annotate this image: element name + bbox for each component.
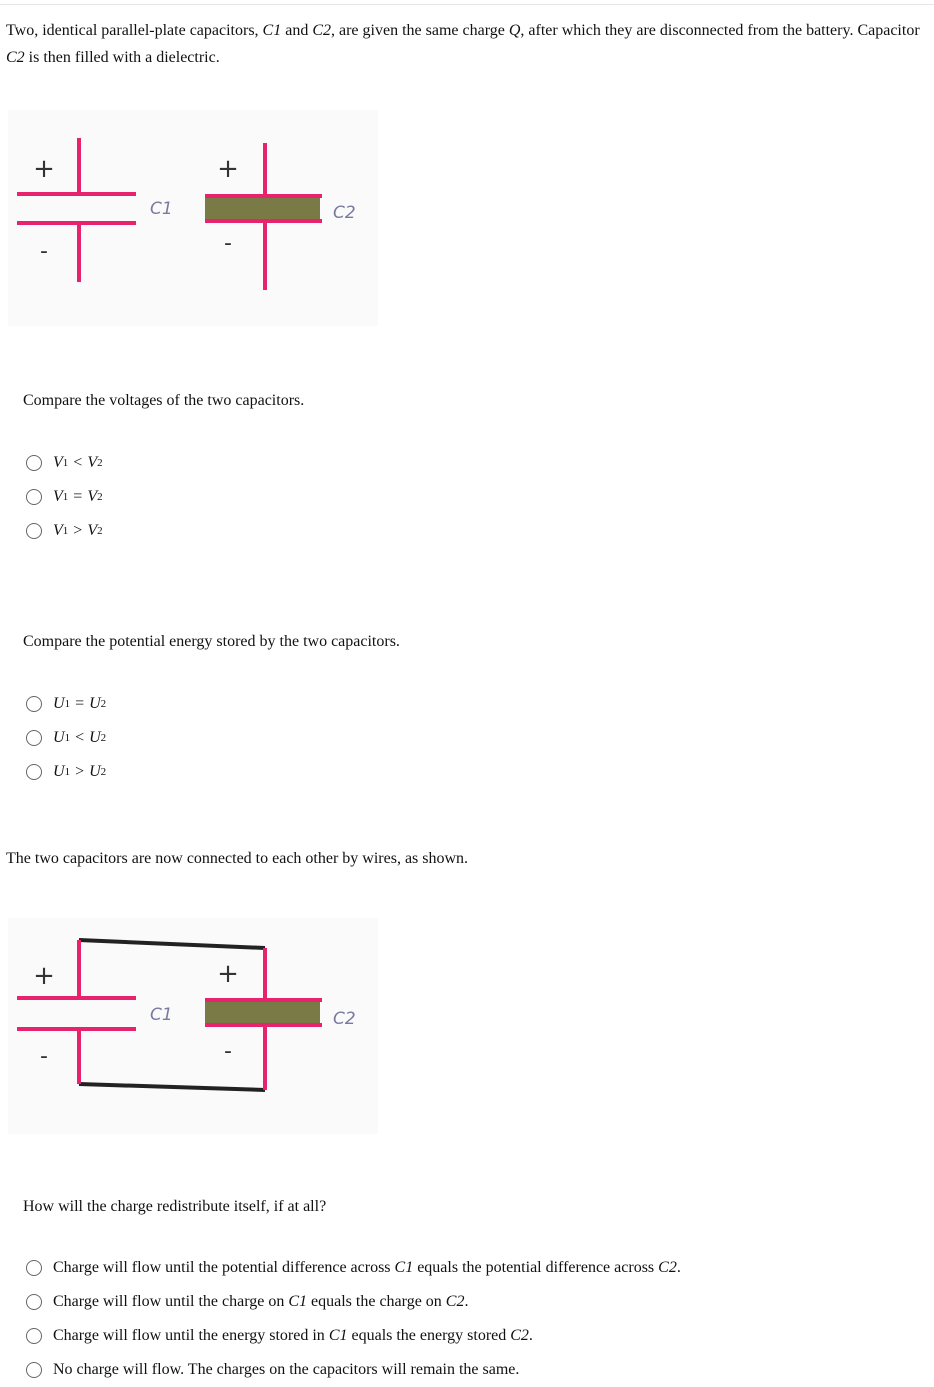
option-rhs-subscript: 2 — [100, 698, 107, 710]
figure-background — [8, 110, 378, 326]
option-lhs: V — [53, 488, 63, 505]
option-c1: C1 — [288, 1293, 308, 1310]
answer-option[interactable] — [26, 687, 106, 721]
option-operator: = — [75, 695, 85, 712]
answer-option[interactable] — [26, 480, 103, 514]
figure-background — [8, 918, 378, 1134]
answer-option[interactable] — [26, 1353, 681, 1387]
top-divider — [0, 4, 934, 5]
c1-plus-sign: + — [33, 961, 55, 991]
option-text: . — [464, 1293, 469, 1310]
option-text: . — [528, 1327, 533, 1344]
option-c2: C2 — [510, 1327, 529, 1344]
question-voltage-options — [26, 446, 103, 548]
radio-button[interactable] — [26, 696, 42, 712]
question-energy-options — [26, 687, 106, 789]
answer-option[interactable] — [26, 446, 103, 480]
option-c1: C1 — [328, 1327, 348, 1344]
option-lhs-subscript: 1 — [64, 698, 71, 710]
option-rhs-subscript: 2 — [100, 732, 107, 744]
option-text: equals the charge on — [307, 1293, 446, 1310]
question-voltage-prompt: Compare the voltages of the two capacitors. — [23, 392, 305, 409]
option-lhs: U — [53, 695, 65, 712]
option-c1: C1 — [394, 1259, 414, 1276]
option-text: No charge will flow. The charges on the capacitors will remain the same. — [53, 1361, 520, 1378]
option-c2: C2 — [658, 1259, 677, 1276]
option-rhs-subscript: 2 — [97, 525, 103, 537]
radio-button[interactable] — [26, 1328, 42, 1344]
radio-button[interactable] — [26, 455, 42, 471]
option-lhs: U — [53, 763, 65, 780]
option-rhs-subscript: 2 — [100, 766, 107, 778]
radio-button[interactable] — [26, 489, 42, 505]
option-c2: C2 — [445, 1293, 465, 1310]
answer-option[interactable] — [26, 755, 106, 789]
intro-text: Two, identical parallel-plate capacitors, — [6, 22, 263, 39]
option-lhs: U — [53, 729, 65, 746]
capacitor-figure-1 — [8, 110, 378, 326]
option-lhs-subscript: 1 — [62, 457, 69, 469]
c1-label: C1 — [150, 1005, 173, 1025]
c2-minus-sign: - — [224, 231, 232, 256]
intro-c1: C1 — [262, 22, 282, 39]
option-text: equals the energy stored — [347, 1327, 511, 1344]
c2-label: C2 — [333, 1009, 356, 1029]
option-rhs: V — [87, 488, 98, 505]
problem-intro — [6, 17, 921, 71]
intro-text: , are given the same charge — [331, 22, 509, 39]
answer-option[interactable] — [26, 514, 103, 548]
option-lhs: V — [53, 522, 63, 539]
question-redistribution-prompt: How will the charge redistribute itself, if at all? — [23, 1198, 327, 1215]
option-lhs-subscript: 1 — [62, 491, 69, 503]
c2-label: C2 — [333, 203, 356, 223]
radio-button[interactable] — [26, 764, 42, 780]
c1-minus-sign: - — [40, 1044, 48, 1069]
option-text: . — [676, 1259, 681, 1276]
c1-minus-sign: - — [40, 239, 48, 264]
option-operator: < — [73, 454, 83, 471]
capacitor-figure-2 — [8, 918, 378, 1134]
option-rhs-subscript: 2 — [97, 491, 103, 503]
intro-text: is then filled with a dielectric. — [24, 49, 220, 66]
c2-minus-sign: - — [224, 1039, 232, 1064]
option-text: Charge will flow until the charge on — [53, 1293, 289, 1310]
c2-plus-sign: + — [217, 959, 239, 989]
answer-option[interactable] — [26, 721, 106, 755]
option-rhs: V — [87, 522, 98, 539]
answer-option[interactable] — [26, 1319, 681, 1353]
radio-button[interactable] — [26, 523, 42, 539]
option-operator: = — [73, 488, 83, 505]
intro-c2: C2 — [312, 22, 331, 39]
intro-text: , after which they are disconnected from the battery. Capacitor — [520, 22, 920, 39]
c1-label: C1 — [150, 199, 173, 219]
option-operator: > — [73, 522, 83, 539]
radio-button[interactable] — [26, 1294, 42, 1310]
option-operator: < — [75, 729, 85, 746]
connection-paragraph: The two capacitors are now connected to each other by wires, as shown. — [6, 850, 469, 867]
answer-option[interactable] — [26, 1251, 681, 1285]
c1-plus-sign: + — [33, 154, 55, 184]
question-energy-prompt: Compare the potential energy stored by the two capacitors. — [23, 633, 400, 650]
option-lhs: V — [53, 454, 63, 471]
option-rhs: U — [89, 729, 101, 746]
radio-button[interactable] — [26, 1362, 42, 1378]
option-lhs-subscript: 1 — [64, 732, 71, 744]
c2-dielectric — [205, 1000, 320, 1025]
radio-button[interactable] — [26, 1260, 42, 1276]
intro-text: and — [281, 22, 313, 39]
answer-option[interactable] — [26, 1285, 681, 1319]
option-rhs-subscript: 2 — [97, 457, 103, 469]
question-redistribution-options — [26, 1251, 681, 1387]
option-lhs-subscript: 1 — [64, 766, 71, 778]
c2-plus-sign: + — [217, 154, 239, 184]
intro-c2: C2 — [6, 49, 25, 66]
option-text: Charge will flow until the energy stored in — [53, 1327, 329, 1344]
radio-button[interactable] — [26, 730, 42, 746]
option-rhs: U — [89, 763, 101, 780]
option-lhs-subscript: 1 — [62, 525, 69, 537]
option-text: equals the potential difference across — [413, 1259, 659, 1276]
option-rhs: V — [87, 454, 98, 471]
option-operator: > — [75, 763, 85, 780]
intro-q: Q — [508, 22, 521, 39]
c2-dielectric — [205, 196, 320, 221]
option-text: Charge will flow until the potential difference across — [53, 1259, 395, 1276]
option-rhs: U — [89, 695, 101, 712]
